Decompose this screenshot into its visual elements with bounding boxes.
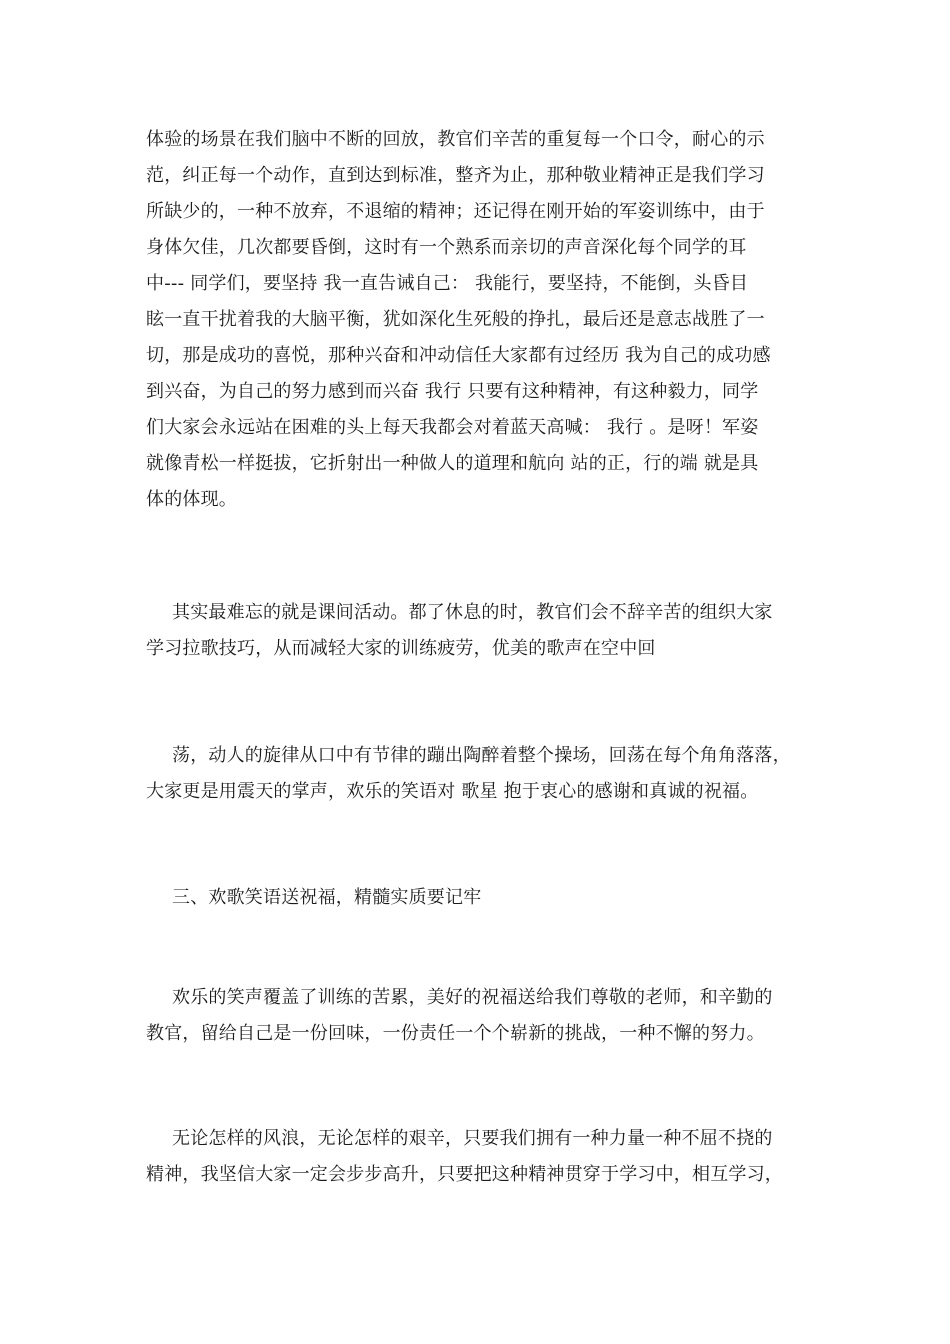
text-line: 精神，我坚信大家一定会步步高升，只要把这种精神贯穿于学习中，相互学习， bbox=[146, 1164, 783, 1185]
text-line: 身体欠佳，几次都要昏倒，这时有一个熟系而亲切的声音深化每个同学的耳 bbox=[146, 237, 747, 258]
paragraph-military-posture bbox=[146, 122, 826, 518]
text-line: 体验的场景在我们脑中不断的回放，教官们辛苦的重复每一个口令，耐心的示 bbox=[146, 129, 765, 150]
text-line: 欢乐的笑声覆盖了训练的苦累，美好的祝福送给我们尊敬的老师，和辛勤的 bbox=[172, 987, 773, 1008]
text-line: 所缺少的，一种不放弃，不退缩的精神；还记得在刚开始的军姿训练中，由于 bbox=[146, 201, 765, 222]
paragraph-perseverance bbox=[146, 1121, 826, 1193]
text-line: 就像青松一样挺拔，它折射出一种做人的道理和航向 站的正，行的端 就是具 bbox=[146, 453, 759, 474]
section-heading bbox=[146, 880, 826, 916]
text-line: 切，那是成功的喜悦，那种兴奋和冲动信任大家都有过经历 我为自己的成功感 bbox=[146, 345, 771, 366]
text-line: 其实最难忘的就是课间活动。都了休息的时，教官们会不辞辛苦的组织大家 bbox=[172, 602, 773, 623]
text-line: 到兴奋，为自己的努力感到而兴奋 我行 只要有这种精神，有这种毅力，同学 bbox=[146, 381, 759, 402]
text-line: 教官，留给自己是一份回味，一份责任一个个崭新的挑战，一种不懈的努力。 bbox=[146, 1023, 765, 1044]
text-line: 无论怎样的风浪，无论怎样的艰辛，只要我们拥有一种力量一种不屈不挠的 bbox=[172, 1128, 773, 1149]
text-line: 眩一直干扰着我的大脑平衡，犹如深化生死般的挣扎，最后还是意志战胜了一 bbox=[146, 309, 765, 330]
text-line: 体的体现。 bbox=[146, 489, 237, 510]
paragraph-break-activities bbox=[146, 595, 826, 667]
heading-text: 三、欢歌笑语送祝福，精髓实质要记牢 bbox=[172, 887, 482, 908]
text-line: 大家更是用震天的掌声，欢乐的笑语对 歌星 抱于衷心的感谢和真诚的祝福。 bbox=[146, 781, 759, 802]
text-line: 们大家会永远站在困难的头上每天我都会对着蓝天高喊： 我行 。是呀！军姿 bbox=[146, 417, 759, 438]
text-line: 学习拉歌技巧，从而减轻大家的训练疲劳，优美的歌声在空中回 bbox=[146, 638, 656, 659]
text-line: 中--- 同学们，要坚持 我一直告诫自己： 我能行，要坚持，不能倒，头昏目 bbox=[146, 273, 749, 294]
paragraph-melody bbox=[146, 738, 826, 810]
paragraph-blessings bbox=[146, 980, 826, 1052]
text-line: 范，纠正每一个动作，直到达到标准，整齐为止，那种敬业精神正是我们学习 bbox=[146, 165, 765, 186]
text-line: 荡，动人的旋律从口中有节律的蹦出陶醉着整个操场，回荡在每个角角落落， bbox=[172, 745, 791, 766]
